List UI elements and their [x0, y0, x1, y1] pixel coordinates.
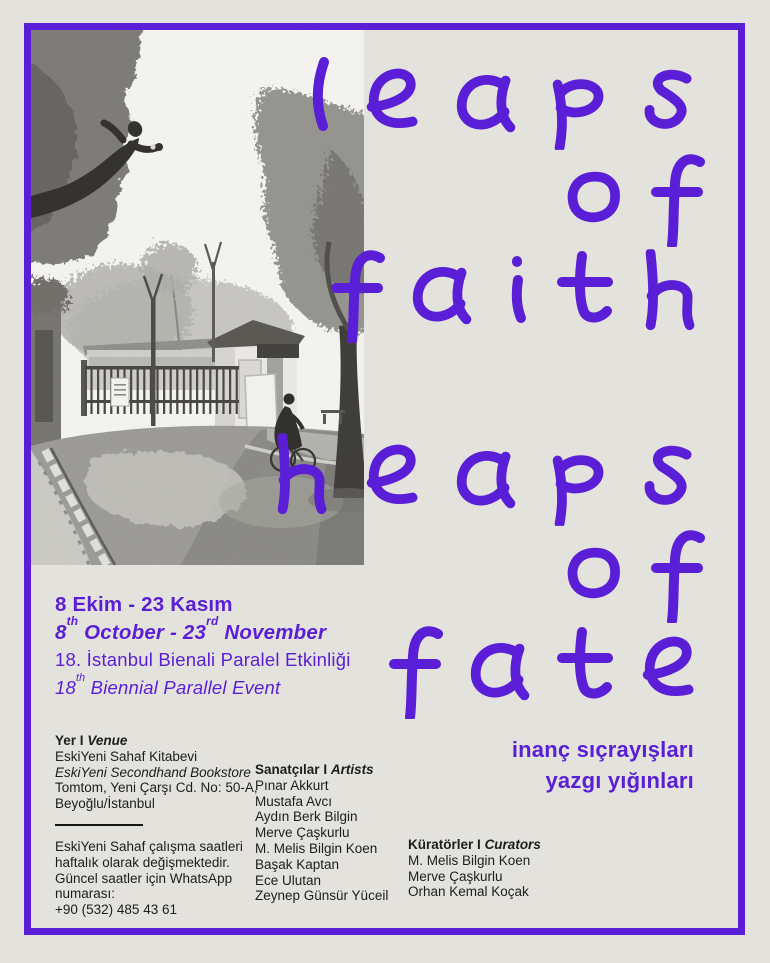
list-item: Pınar Akkurt: [255, 777, 329, 793]
list-item: Güncel saatler için WhatsApp: [55, 870, 233, 886]
date-range-turkish: 8 Ekim - 23 Kasım: [55, 593, 233, 616]
heading-separator: I: [79, 733, 84, 748]
letter-o: [556, 152, 634, 247]
venue-heading-english: Venue: [87, 733, 128, 748]
list-item: Zeynep Günsür Yüceil: [255, 888, 389, 904]
letter-f: [648, 152, 712, 247]
artists-heading-english: Artists: [330, 762, 374, 777]
letter-a: [450, 56, 528, 151]
venue-address-line1: Tomtom, Yeni Çarşı Cd. No: 50-A,: [55, 780, 258, 796]
letter-e: [358, 56, 436, 151]
letter-f: [328, 248, 392, 343]
letter-s: [634, 56, 712, 151]
letter-t: [556, 624, 620, 719]
list-item: Aydın Berk Bilgin: [255, 809, 358, 825]
list-item: EskiYeni Sahaf çalışma saatleri: [55, 838, 243, 854]
list-item: numarası:: [55, 886, 116, 902]
letter-f: [386, 624, 450, 719]
letter-o: [556, 528, 634, 623]
letter-e: [634, 624, 712, 719]
handwritten-word-fate: [386, 624, 712, 719]
curators-heading: [408, 837, 608, 853]
letter-h: [266, 432, 344, 527]
event-name-turkish: 18. İstanbul Bienali Paralel Etkinliği: [55, 649, 351, 670]
turkish-subtitle-block: [512, 734, 694, 796]
letter-e: [358, 432, 436, 527]
letter-t: [556, 248, 620, 343]
handwritten-word-leaps: [294, 56, 712, 151]
handwritten-word-of: [556, 528, 712, 623]
opening-hours-note: [55, 839, 270, 918]
curators-heading-english: Curators: [484, 837, 541, 852]
date-range-english: 8th October - 23rd November: [55, 613, 327, 644]
letter-a: [450, 432, 528, 527]
handwritten-word-heaps: [266, 432, 712, 527]
list-item: Merve Çaşkurlu: [255, 825, 350, 841]
venue-heading-turkish: Yer: [55, 733, 77, 748]
letter-a: [464, 624, 542, 719]
venue-name-english: EskiYeni Secondhand Bookstore: [55, 764, 251, 780]
letter-s: [634, 432, 712, 527]
venue-block: [55, 733, 270, 918]
list-item: Merve Çaşkurlu: [408, 868, 503, 884]
dates-block: [55, 591, 351, 701]
curators-heading-turkish: Küratörler: [408, 837, 474, 852]
artists-heading: [255, 762, 445, 778]
handwritten-word-of: [556, 152, 712, 247]
curators-block: [408, 837, 608, 900]
artists-heading-turkish: Sanatçılar: [255, 762, 320, 777]
list-item: M. Melis Bilgin Koen: [408, 852, 531, 868]
letter-h: [634, 248, 712, 343]
list-item: +90 (532) 485 43 61: [55, 902, 177, 918]
heading-separator: I: [477, 837, 481, 852]
letter-i: [498, 248, 542, 343]
divider-rule: [55, 824, 143, 826]
venue-address-line2: Beyoğlu/İstanbul: [55, 796, 155, 812]
letter-f: [648, 528, 712, 623]
letter-a: [406, 248, 484, 343]
letter-p: [542, 56, 620, 151]
list-item: Başak Kaptan: [255, 856, 340, 872]
list-item: Mustafa Avcı: [255, 793, 333, 809]
event-name-english: 18th Biennial Parallel Event: [55, 671, 281, 698]
list-item: haftalık olarak değişmektedir.: [55, 854, 230, 870]
handwritten-word-faith: [328, 248, 712, 343]
list-item: Ece Ulutan: [255, 872, 322, 888]
venue-heading: [55, 733, 270, 749]
letter-l: [294, 56, 344, 151]
letter-p: [542, 432, 620, 527]
list-item: M. Melis Bilgin Koen: [255, 840, 378, 856]
subtitle-line-1: inanç sıçrayışları: [511, 737, 694, 762]
handwritten-title-leaps-of-faith: [294, 56, 712, 344]
subtitle-line-2: yazgı yığınları: [545, 768, 694, 793]
list-item: Orhan Kemal Koçak: [408, 884, 529, 900]
curators-list: [408, 853, 608, 900]
venue-name-turkish: EskiYeni Sahaf Kitabevi: [55, 748, 198, 764]
heading-separator: I: [323, 762, 328, 777]
